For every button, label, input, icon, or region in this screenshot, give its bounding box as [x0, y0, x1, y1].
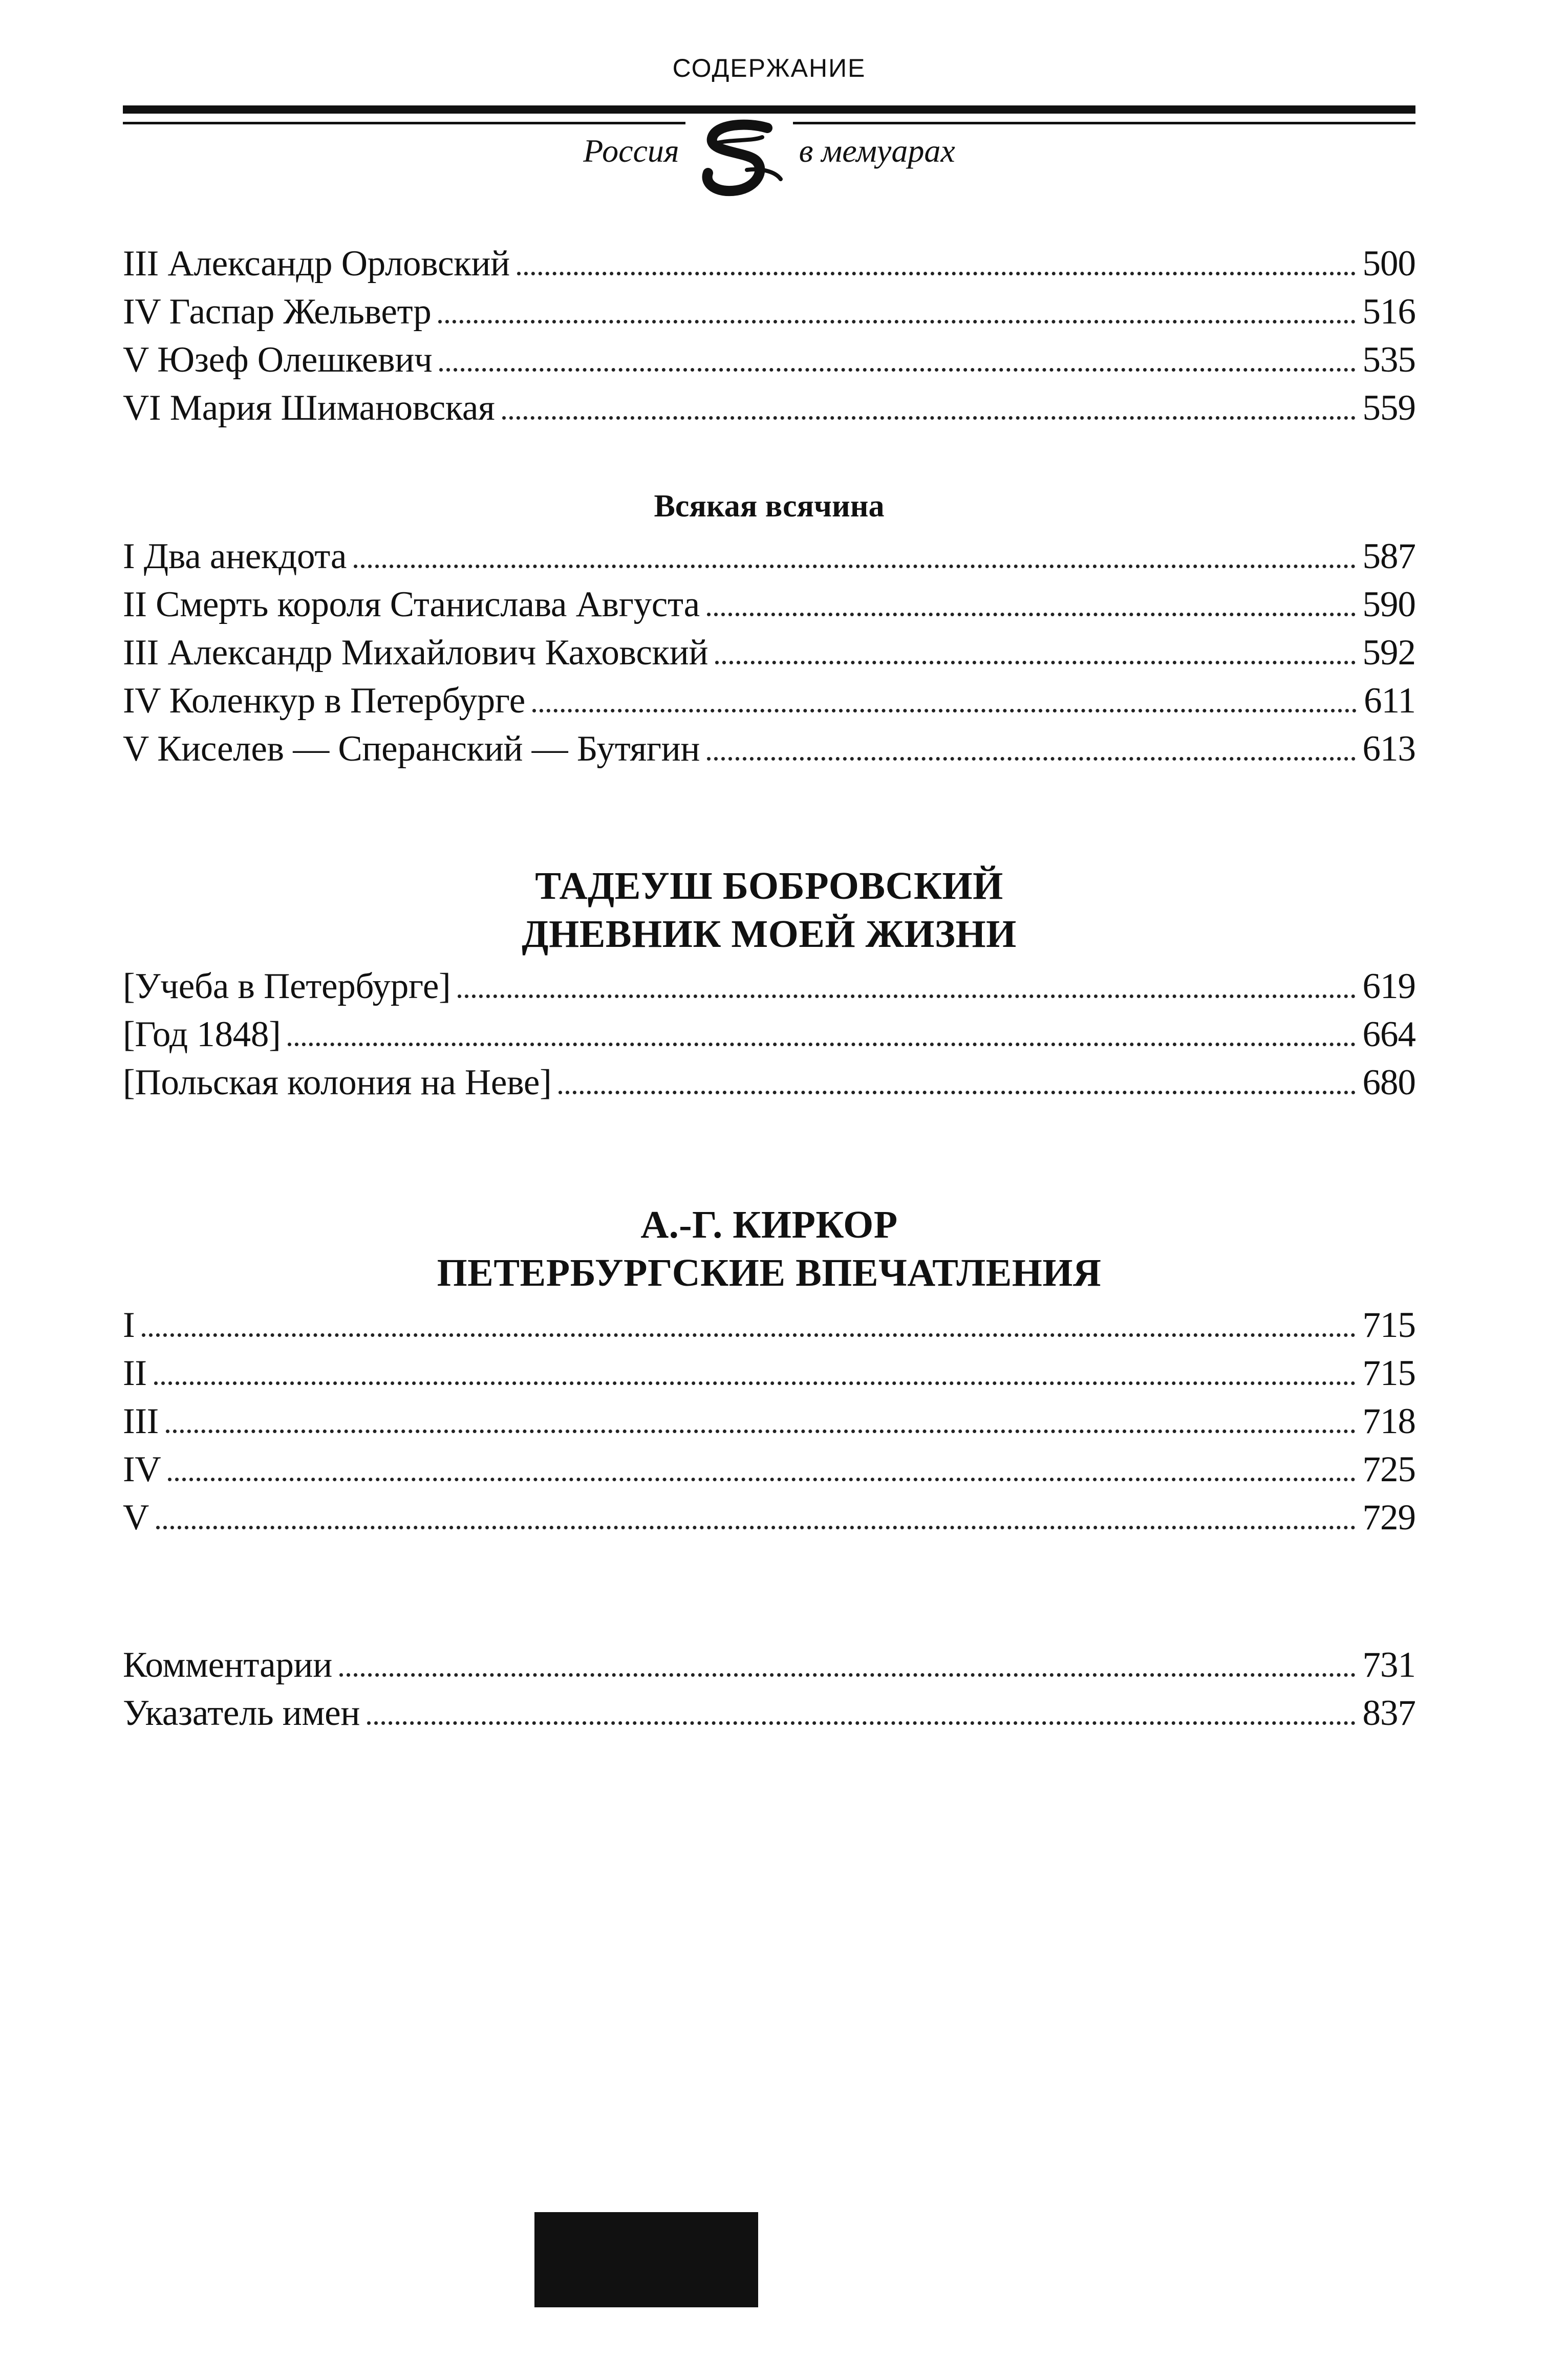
- toc-entry-page: 837: [1362, 1693, 1415, 1733]
- series-left-word: Россия: [583, 133, 679, 169]
- toc-entry-page: 587: [1362, 536, 1415, 576]
- toc-entry-page: 680: [1362, 1063, 1415, 1102]
- dot-leader: [367, 1721, 1355, 1725]
- dot-leader: [439, 368, 1355, 372]
- toc-entry: [123, 336, 1415, 384]
- toc-entry: [123, 240, 1415, 288]
- toc-entry-title: IV Гаспар Жельветр: [123, 292, 432, 332]
- toc-entry: [123, 1349, 1415, 1397]
- toc-entry-page: 535: [1362, 340, 1415, 380]
- toc-entry-title: III: [123, 1401, 159, 1441]
- toc-entry-title: [Учеба в Петербурге]: [123, 966, 451, 1006]
- toc-entry-page: 619: [1362, 966, 1415, 1006]
- toc-entry: [123, 629, 1415, 677]
- toc-entry-page: 611: [1364, 681, 1415, 721]
- toc-entry-title: V: [123, 1498, 149, 1538]
- toc-entry-title: [Год 1848]: [123, 1014, 281, 1054]
- toc-entry: [123, 532, 1415, 580]
- running-head: СОДЕРЖАНИЕ: [672, 54, 866, 82]
- toc-entry-page: 725: [1362, 1449, 1415, 1489]
- dot-leader: [339, 1673, 1356, 1677]
- toc-entry-page: 500: [1362, 244, 1415, 284]
- toc-entry-title: VI Мария Шимановская: [123, 388, 495, 428]
- toc-entry-page: 731: [1362, 1645, 1415, 1685]
- dot-leader: [156, 1526, 1356, 1529]
- dot-leader: [707, 757, 1355, 761]
- dot-leader: [154, 1381, 1356, 1385]
- toc-entry: [123, 962, 1415, 1010]
- toc-entry-title: Указатель имен: [123, 1693, 360, 1733]
- toc-entry: [123, 580, 1415, 629]
- dot-leader: [288, 1043, 1355, 1046]
- work-heading: ДНЕВНИК МОЕЙ ЖИЗНИ: [522, 913, 1017, 956]
- toc-entry-title: II Смерть короля Станислава Августа: [123, 585, 700, 624]
- toc-entry-page: 718: [1362, 1401, 1415, 1441]
- dot-leader: [517, 272, 1356, 275]
- toc-entry-page: 715: [1362, 1353, 1415, 1393]
- dot-leader: [502, 416, 1356, 420]
- header-rule-thick: [123, 105, 1415, 114]
- toc-entry: [123, 677, 1415, 725]
- toc-entry-title: Комментарии: [123, 1645, 332, 1685]
- toc-entry-page: 590: [1362, 585, 1415, 624]
- toc-entry: [123, 1397, 1415, 1445]
- dot-leader: [458, 994, 1355, 998]
- toc-entry-page: 613: [1362, 729, 1415, 769]
- dot-leader: [715, 661, 1355, 664]
- dot-leader: [354, 565, 1355, 568]
- toc-entry-title: IV Коленкур в Петербурге: [123, 681, 525, 721]
- series-mark: [123, 119, 1415, 206]
- toc-page: [123, 0, 1415, 2380]
- dot-leader: [142, 1333, 1355, 1337]
- dot-leader: [707, 613, 1356, 616]
- toc-entry: [123, 1641, 1415, 1689]
- toc-entry-title: III Александр Михайлович Каховский: [123, 633, 708, 673]
- toc-entry: [123, 725, 1415, 773]
- toc-entry-title: V Юзеф Олешкевич: [123, 340, 433, 380]
- author-heading: А.-Г. КИРКОР: [640, 1203, 898, 1246]
- toc-entry: [123, 1058, 1415, 1107]
- toc-entry-title: [Польская колония на Неве]: [123, 1063, 552, 1102]
- work-heading: ПЕТЕРБУРГСКИЕ ВПЕЧАТЛЕНИЯ: [437, 1251, 1102, 1294]
- toc-entry-page: 559: [1362, 388, 1415, 428]
- dot-leader: [532, 709, 1357, 712]
- toc-entry-title: IV: [123, 1449, 161, 1489]
- toc-entry: [123, 1689, 1415, 1737]
- toc-entry: [123, 1010, 1415, 1058]
- toc-entry-page: 729: [1362, 1498, 1415, 1538]
- toc-entry-page: 664: [1362, 1014, 1415, 1054]
- toc-entry-title: II: [123, 1353, 147, 1393]
- ornamental-s-emblem-icon: [685, 119, 793, 206]
- dot-leader: [168, 1478, 1355, 1481]
- toc-entry-title: I: [123, 1305, 135, 1345]
- dot-leader: [166, 1430, 1355, 1433]
- toc-entry-page: 715: [1362, 1305, 1415, 1345]
- dot-leader: [438, 320, 1355, 323]
- series-right-word: в мемуарах: [799, 133, 955, 169]
- toc-entry-title: I Два анекдота: [123, 536, 347, 576]
- section-heading: Всякая всячина: [654, 489, 885, 524]
- toc-entry: [123, 384, 1415, 432]
- toc-entry: [123, 1494, 1415, 1542]
- toc-entry-page: 516: [1362, 292, 1415, 332]
- toc-entry: [123, 1445, 1415, 1494]
- dot-leader: [559, 1091, 1355, 1094]
- folio-black-block: [534, 2212, 758, 2307]
- toc-entry-page: 592: [1362, 633, 1415, 673]
- toc-entry-title: III Александр Орловский: [123, 244, 510, 284]
- toc-entry: [123, 1301, 1415, 1349]
- author-heading: ТАДЕУШ БОБРОВСКИЙ: [535, 864, 1003, 907]
- toc-entry-title: V Киселев — Сперанский — Бутягин: [123, 729, 700, 769]
- toc-entry: [123, 288, 1415, 336]
